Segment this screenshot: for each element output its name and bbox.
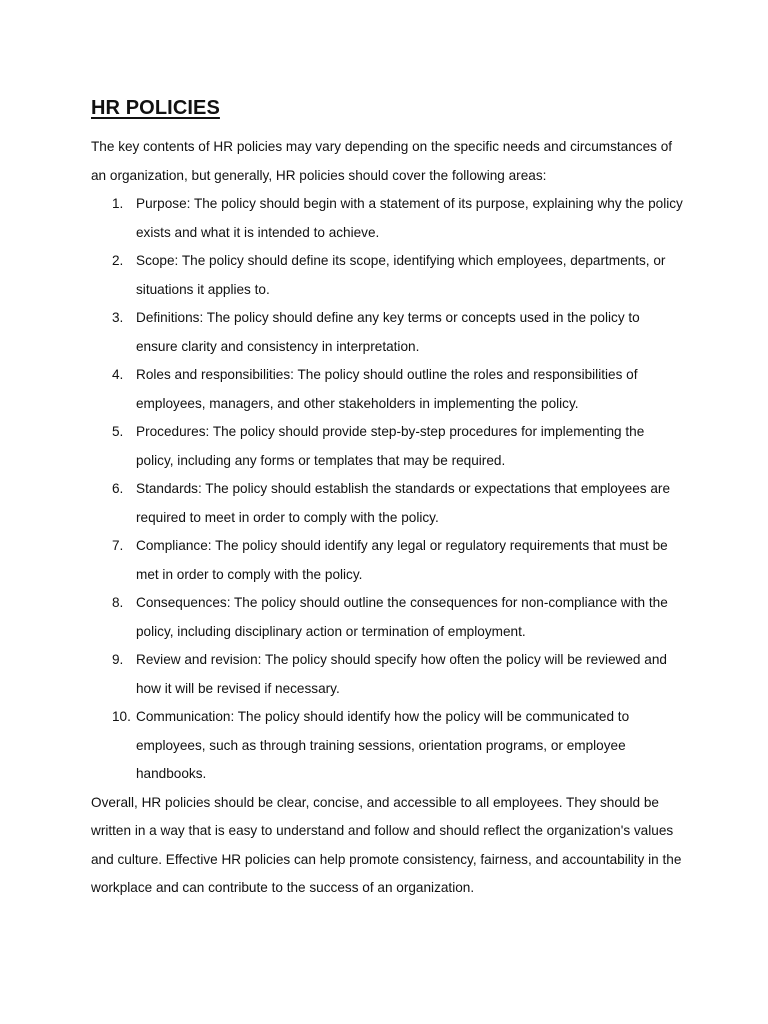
- list-item: [91, 190, 683, 247]
- list-item-text: Review and revision: The policy should specify how often the policy will be reviewed and how it will be revised if necessary.: [136, 652, 667, 696]
- list-item-number: 6.: [112, 481, 124, 496]
- list-item-number: 1.: [112, 196, 124, 211]
- list-item: [91, 304, 683, 361]
- list-item: [91, 646, 683, 703]
- list-item: [91, 247, 683, 304]
- conclusion-paragraph: Overall, HR policies should be clear, concise, and accessible to all employees. They should be written in a way that is easy to understand and follow and should reflect the organization's values and culture. Effective HR policies can help promote consistency, fairness, and accountability in the workplace and can contribute to the success of an organization.: [91, 794, 682, 895]
- list-item-text: Scope: The policy should define its scope, identifying which employees, departments, or situations it applies to.: [136, 253, 666, 297]
- list-item: [91, 703, 683, 789]
- list-item-number: 10.: [112, 709, 131, 724]
- list-item: [91, 361, 683, 418]
- list-item: [91, 532, 683, 589]
- list-item-number: 4.: [112, 367, 124, 382]
- list-item-number: 2.: [112, 253, 124, 268]
- list-item-text: Communication: The policy should identify how the policy will be communicated to employees, such as through training sessions, orientation programs, or employee handbooks.: [136, 709, 630, 781]
- list-item-text: Compliance: The policy should identify any legal or regulatory requirements that must be met in order to comply with the policy.: [136, 538, 668, 582]
- list-item: [91, 589, 683, 646]
- list-item-number: 5.: [112, 424, 124, 439]
- document-body: [91, 94, 683, 903]
- document-title: HR POLICIES: [91, 97, 220, 119]
- list-item-number: 8.: [112, 595, 124, 610]
- list-item-text: Definitions: The policy should define any key terms or concepts used in the policy to ensure clarity and consistency in interpretation.: [136, 310, 640, 354]
- policy-areas-list: [91, 190, 683, 789]
- list-item: [91, 418, 683, 475]
- intro-paragraph: The key contents of HR policies may vary depending on the specific needs and circumstances of an organization, but generally, HR policies should cover the following areas:: [91, 139, 673, 183]
- list-item-number: 3.: [112, 310, 124, 325]
- list-item-text: Standards: The policy should establish the standards or expectations that employees are required to meet in order to comply with the policy.: [136, 481, 670, 525]
- list-item-text: Roles and responsibilities: The policy should outline the roles and responsibilities of employees, managers, and other stakeholders in implementing the policy.: [136, 367, 638, 411]
- list-item-text: Consequences: The policy should outline the consequences for non-compliance with the policy, including disciplinary action or termination of employment.: [136, 595, 668, 639]
- list-item-text: Procedures: The policy should provide step-by-step procedures for implementing the policy, including any forms or templates that may be required.: [136, 424, 645, 468]
- list-item-text: Purpose: The policy should begin with a statement of its purpose, explaining why the policy exists and what it is intended to achieve.: [136, 196, 683, 240]
- list-item-number: 7.: [112, 538, 124, 553]
- list-item-number: 9.: [112, 652, 124, 667]
- list-item: [91, 475, 683, 532]
